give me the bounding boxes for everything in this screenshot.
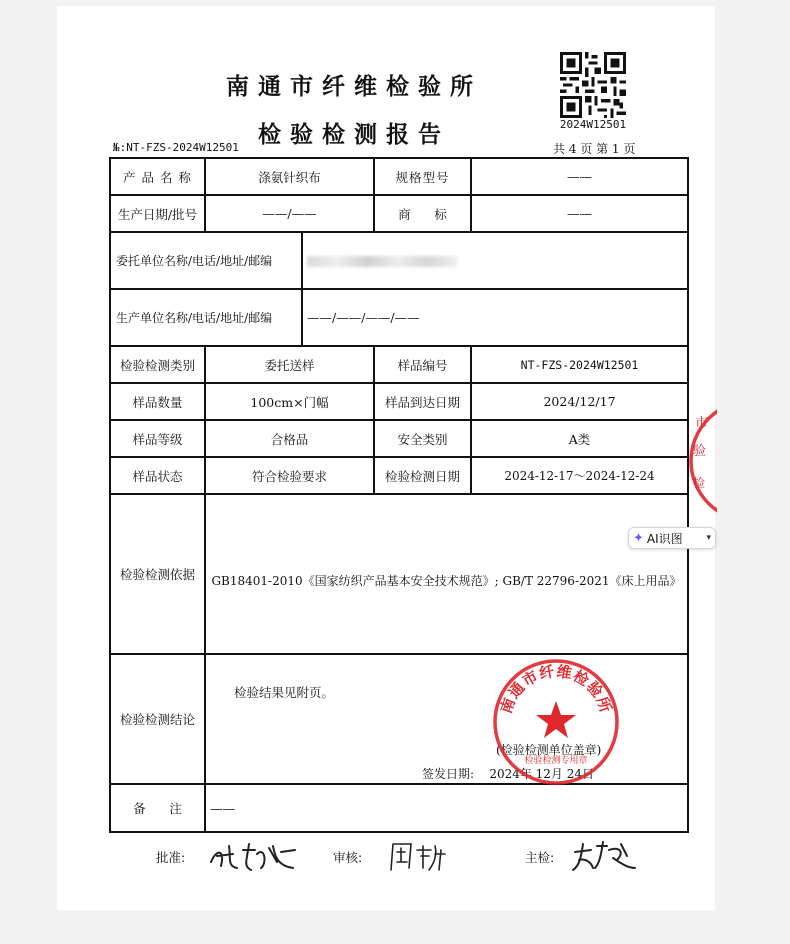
organization-title: 南通市纤维检验所 [226,74,482,100]
field-value: A类 [471,420,688,457]
table-row [110,289,688,346]
field-label: 生产日期/批号 [110,195,205,232]
field-value: 委托送样 [205,346,374,383]
field-label: 商 标 [374,195,471,232]
table-row [110,784,688,832]
field-label: 规格型号 [374,158,471,195]
field-value: NT-FZS-2024W12501 [471,346,688,383]
report-number: №:NT-FZS-2024W12501 [113,141,239,154]
conclusion-text: 检验结果见附页。 [234,685,335,700]
seal-text: 南通市纤维检验所 [496,662,616,716]
inspector-label: 主检: [525,850,555,865]
approve-label: 批准: [156,850,186,865]
field-value: 合格品 [205,420,374,457]
seal-note: (检验检测单位盖章) [496,743,602,757]
review-signature [383,840,453,874]
approve-signature [207,840,301,874]
table-row [110,158,688,195]
field-label: 产 品 名 称 [110,158,205,195]
svg-text:验: 验 [693,444,707,459]
field-value: 2024/12/17 [471,383,688,420]
table-row [110,195,688,232]
field-value: 涤氨针织布 [205,158,374,195]
seal-subtext: 检验检测专用章 [524,756,588,766]
redacted-text [307,256,457,267]
table-row [110,420,688,457]
field-label: 样品到达日期 [374,383,471,420]
page-indicator: 共 4 页 第 1 页 [553,142,636,156]
client-info-redacted [302,232,688,289]
sparkle-icon: ✦ [633,530,644,546]
issue-date-value: 2024年 12月 24日 [489,767,595,781]
field-value: ——/——/——/—— [302,289,688,346]
field-label: 检验检测日期 [374,457,471,494]
field-value: ——/—— [205,195,374,232]
field-value: 2024-12-17～2024-12-24 [471,457,688,494]
ai-image-recognition-button[interactable] [628,527,716,549]
svg-text:市: 市 [695,416,709,431]
basis-label: 检验检测依据 [110,494,205,654]
table-row [110,494,688,654]
field-label: 委托单位名称/电话/地址/邮编 [110,232,302,289]
field-value: 符合检验要求 [205,457,374,494]
field-label: 样品数量 [110,383,205,420]
field-label: 样品编号 [374,346,471,383]
table-row [110,457,688,494]
report-title: 检验检测报告 [258,122,450,148]
remarks-value: —— [205,784,688,832]
conclusion-label: 检验检测结论 [110,654,205,784]
field-label: 安全类别 [374,420,471,457]
basis-text: GB18401-2010《国家纺织产品基本安全技术规范》; GB/T 22796-2021《床上用品》 [205,494,688,654]
qr-code-icon [560,52,626,118]
svg-text:检: 检 [693,476,706,490]
review-label: 审核: [333,850,363,865]
ai-chip-label: AI识图 [646,531,683,546]
table-row [110,346,688,383]
official-seal [491,657,621,787]
field-label: 样品状态 [110,457,205,494]
chevron-down-icon[interactable]: ▾ [706,533,711,543]
table-row [110,232,688,289]
field-value: —— [471,195,688,232]
field-value: 100cm×门幅 [205,383,374,420]
inspector-signature [569,838,639,874]
partial-seal-edge [687,397,717,525]
field-label: 样品等级 [110,420,205,457]
qr-code-caption: 2024W12501 [559,118,627,131]
issue-date-label: 签发日期: [422,767,475,781]
table-row [110,383,688,420]
field-label: 生产单位名称/电话/地址/邮编 [110,289,302,346]
remarks-label: 备 注 [110,784,205,832]
field-value: —— [471,158,688,195]
field-label: 检验检测类别 [110,346,205,383]
